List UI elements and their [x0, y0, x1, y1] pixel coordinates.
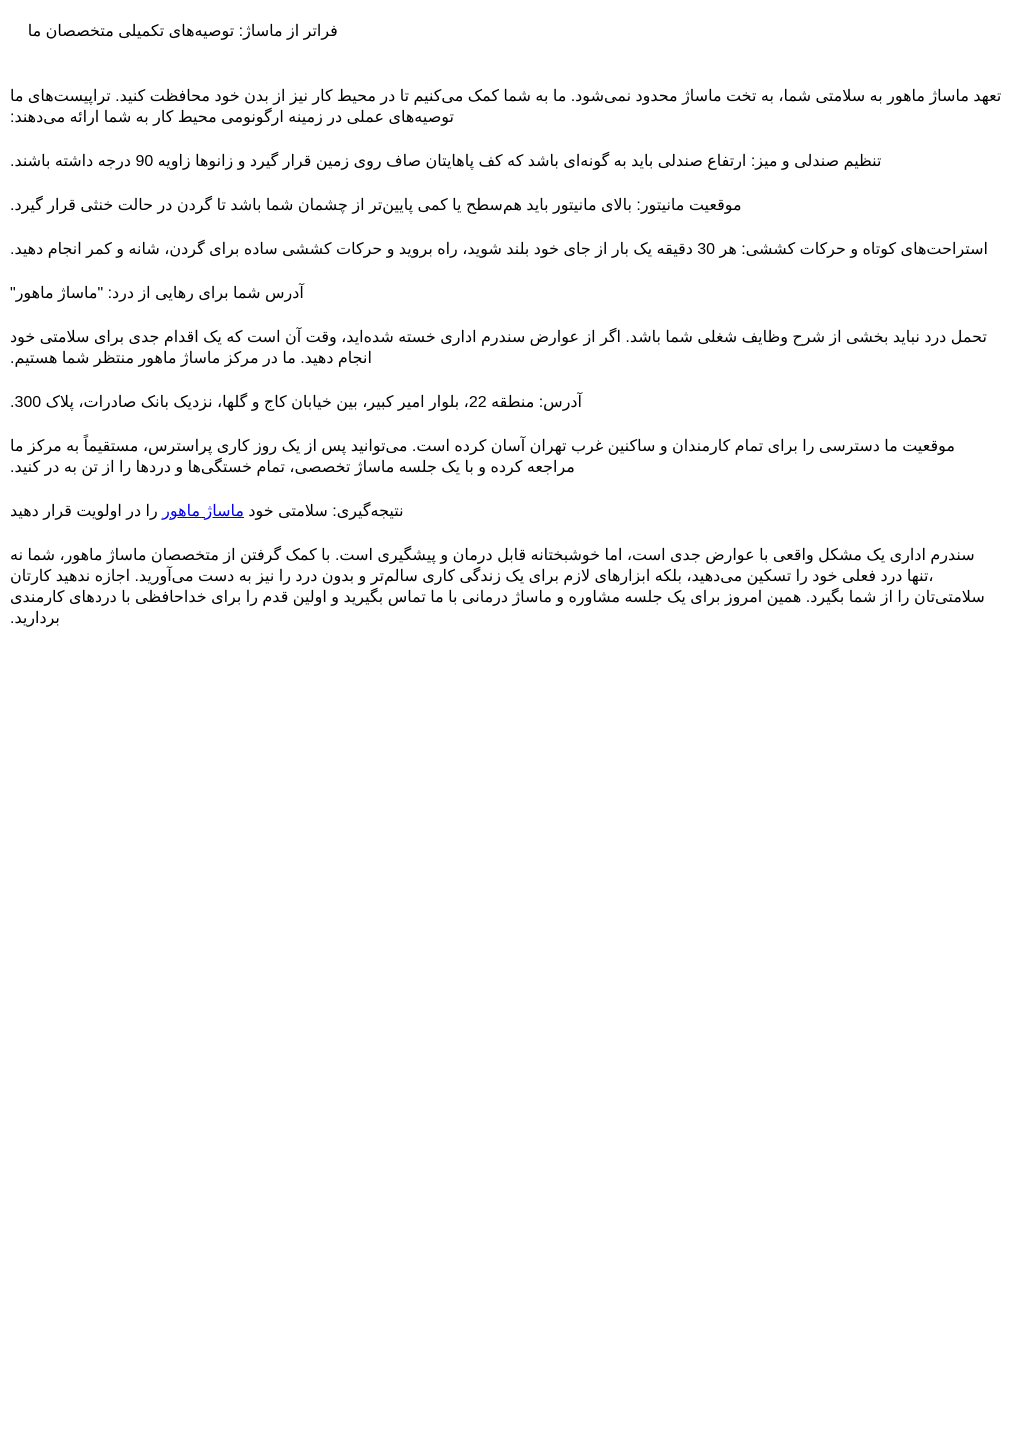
tip-breaks: .استراحت‌های کوتاه و حرکات کششی: هر 30 دقیقه یک بار از جای خود بلند شوید، راه بروید و حرکات کششی ساده برای گردن، شانه و کمر انجام دهید [10, 241, 988, 258]
paragraph-gap [10, 260, 1014, 283]
paragraph-gap [10, 172, 1014, 195]
page-title [10, 0, 1014, 63]
conclusion-after-link: را در اولویت قرار دهید [10, 503, 163, 520]
location-line-1: موقعیت ما دسترسی را برای تمام کارمندان و ساکنین غرب تهران آسان کرده است. می‌توانید پس از یک روز کاری پراسترس، مستقیماً به مرکز ما [10, 438, 955, 455]
pain-line-1: تحمل درد نباید بخشی از شرح وظایف شغلی شما باشد. اگر از عوارض سندرم اداری خسته شده‌اید، وقت آن است که یک اقدام جدی برای سلامتی خود [10, 329, 987, 346]
paragraph-gap [10, 369, 1014, 392]
intro-line-1: تعهد ماساژ ماهور به سلامتی شما، به تخت ماساژ محدود نمی‌شود. ما به شما کمک می‌کنیم تا در محیط کار نیز از بدن خود محافظت کنید. تراپیست‌های ما [10, 88, 1002, 105]
paragraph-gap [10, 63, 1014, 86]
paragraph-gap [10, 478, 1014, 501]
paragraph-gap [10, 216, 1014, 239]
tip-monitor: .موقعیت مانیتور: بالای مانیتور باید هم‌سطح یا کمی پایین‌تر از چشمان شما باشد تا گردن در حالت خنثی قرار گیرد [10, 197, 742, 214]
conclusion-before-link: نتیجه‌گیری: سلامتی خود [243, 503, 404, 520]
pain-line-2: .انجام دهید. ما در مرکز ماساژ ماهور منتظر شما هستیم [10, 350, 372, 367]
paragraph-gap [10, 304, 1014, 327]
location-paragraph [10, 436, 1014, 478]
paragraph-gap [10, 128, 1014, 151]
pain-paragraph [10, 327, 1014, 369]
final-paragraph [10, 545, 1014, 629]
maahoor-massage-link[interactable]: ماساژ ماهور [162, 503, 244, 520]
paragraph-gap [10, 522, 1014, 545]
final-line-2: تنها درد فعلی خود را تسکین می‌دهید، بلکه ابزارهای لازم برای یک زندگی کاری سالم‌تر و بدون درد را نیز به دست می‌آورید. اجازه ندهید کارتان، [10, 568, 934, 585]
intro-paragraph [10, 86, 1014, 128]
page-title-text: فراتر از ماساژ: توصیه‌های تکمیلی متخصصان ما [27, 23, 338, 40]
final-line-4: .بردارید [10, 610, 60, 627]
address-text: .آدرس: منطقه 22، بلوار امیر کبیر، بین خیابان کاج و گلها، نزدیک بانک صادرات، پلاک 300 [10, 394, 582, 411]
tip-chair-desk: .تنظیم صندلی و میز: ارتفاع صندلی باید به گونه‌ای باشد که کف پاهایتان صاف روی زمین قرار گیرد و زانوها زاویه 90 درجه داشته باشند [10, 153, 882, 170]
intro-line-2: :توصیه‌های عملی در زمینه ارگونومی محیط کار به شما ارائه می‌دهند [10, 109, 454, 126]
final-line-1: سندرم اداری یک مشکل واقعی با عوارض جدی است، اما خوشبختانه قابل درمان و پیشگیری است. با کمک گرفتن از متخصصان ماساژ ماهور، شما نه [10, 547, 975, 564]
address-heading: "آدرس شما برای رهایی از درد: "ماساژ ماهور [10, 285, 304, 302]
final-line-3: سلامتی‌تان را از شما بگیرد. همین امروز برای یک جلسه مشاوره و ماساژ درمانی با ما تماس بگیرید و اولین قدم را برای خداحافظی با دردهای کارمندی [10, 589, 985, 606]
paragraph-gap [10, 413, 1014, 436]
conclusion-heading [10, 501, 404, 522]
location-line-2: .مراجعه کرده و با یک جلسه ماساژ تخصصی، تمام خستگی‌ها و دردها را از تن به در کنید [10, 459, 575, 476]
